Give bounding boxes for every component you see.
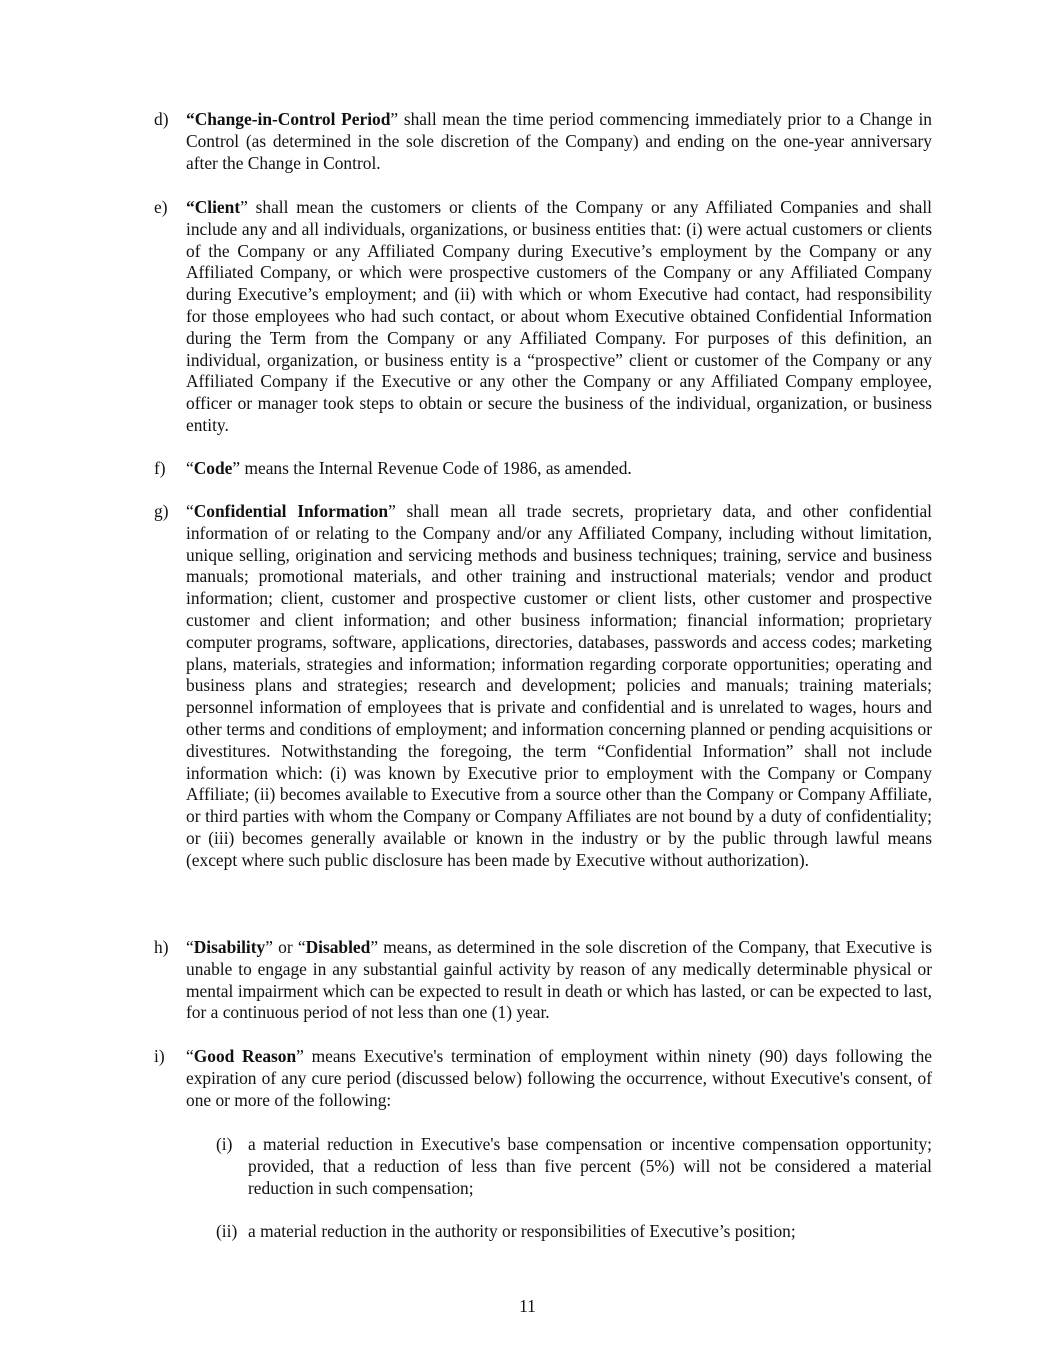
definition-good-reason [154,1046,932,1111]
definition-disability [154,937,932,1024]
definition-change-in-control-period [154,109,932,174]
list-marker: (i) [216,1134,233,1154]
defined-term: Client [194,197,241,217]
list-marker: g) [154,501,169,521]
subitem-text: a material reduction in the authority or responsibilities of Executive’s position; [248,1221,796,1241]
good-reason-subitem-ii [216,1221,932,1243]
subitem-text: a material reduction in Executive's base compensation or incentive compensation opportunity; provided, that a reduction of less than five percent (5%) will not be considered a material reduction in such compensation; [248,1134,932,1198]
definition-text: “Good Reason” means Executive's termination of employment within ninety (90) days following the expiration of any cure period (discussed below) following the occurrence, without Executive's consent, of one or more of the following: [186,1046,932,1110]
definition-text: “Disability” or “Disabled” means, as determined in the sole discretion of the Company, that Executive is unable to engage in any substantial gainful activity by reason of any medically determinable physical or mental impairment which can be expected to result in death or which has lasted, or can be expected to last, for a continuous period of not less than one (1) year. [186,937,933,1023]
defined-term: Disabled [305,937,371,957]
definition-text: “Code” means the Internal Revenue Code of 1986, as amended. [186,458,632,478]
list-marker: f) [154,458,166,478]
definition-confidential-information [154,501,932,872]
defined-term: Confidential Information [193,501,389,521]
page-number: 11 [519,1296,536,1316]
definition-text: “Change-in-Control Period” shall mean the time period commencing immediately prior to a Change in Control (as determined in the sole discretion of the Company) and ending on the one-year anniversary after the Change in Control. [186,109,932,173]
definition-client [154,197,932,437]
list-marker: h) [154,937,169,957]
defined-term: Disability [193,937,266,957]
defined-term: Change-in-Control Period [194,109,391,129]
definition-text: “Client” shall mean the customers or clients of the Company or any Affiliated Companies and shall include any and all individuals, organizations, or business entities that: (i) were actual customers or clients of the Company or any Affiliated Company during Executive’s employment by the Company or any Affiliated Company, or which were prospective customers of the Company or any Affiliated Company during Executive’s employment; and (ii) with which or whom Executive had contact, had responsibility for those employees who had such contact, or about whom Executive obtained Confidential Information during the Term from the Company or any Affiliated Company. For purposes of this definition, an individual, organization, or business entity is a “prospective” client or customer of the Company or any Affiliated Company if the Executive or any other the Company or any Affiliated Company employee, officer or manager took steps to obtain or secure the business of the individual, organization, or business entity. [186,197,932,435]
list-marker: i) [154,1046,165,1066]
list-marker: e) [154,197,168,217]
list-marker: (ii) [216,1221,238,1241]
list-marker: d) [154,109,169,129]
good-reason-subitem-i [216,1134,932,1199]
definition-text: “Confidential Information” shall mean all trade secrets, proprietary data, and other confidential information of or relating to the Company and/or any Affiliated Company, including without limitation, unique selling, origination and servicing methods and business techniques; training, service and business manuals; promotional materials, and other training and instructional materials; vendor and product information; client, customer and prospective customer or client lists, other customer and prospective customer and client information; and other business information; financial information; proprietary computer programs, software, applications, directories, databases, passwords and access codes; marketing plans, materials, strategies and information; information regarding corporate opportunities; operating and business plans and strategies; research and development; policies and manuals; training materials; personnel information of employees that is private and confidential and is unrelated to wages, hours and other terms and conditions of employment; and information concerning planned or pending acquisitions or divestitures. Notwithstanding the foregoing, the term “Confidential Information” shall not include information which: (i) was known by Executive prior to employment with the Company or Company Affiliate; (ii) becomes available to Executive from a source other than the Company or Company Affiliate, or third parties with whom the Company or Company Affiliates are not bound by a duty of confidentiality; or (iii) becomes generally available or known in the industry or by the public through lawful means (except where such public disclosure has been made by Executive without authorization). [186,501,932,870]
defined-term: Good Reason [193,1046,297,1066]
definition-code [154,458,932,480]
defined-term: Code [193,458,233,478]
